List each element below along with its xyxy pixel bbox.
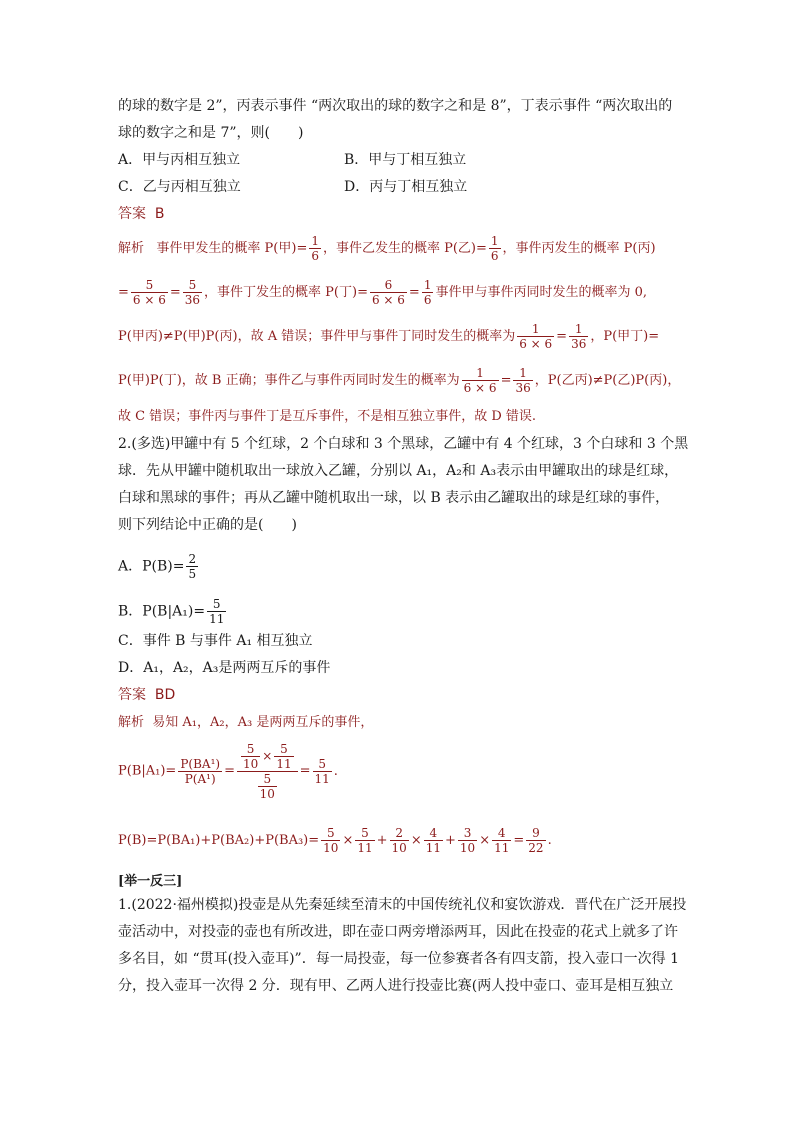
q2-option-c: C．事件 B 与事件 A₁ 相互独立: [118, 633, 313, 649]
fraction: $\frac{1}{6 \times 6}$: [463, 366, 497, 395]
q1-stem-line2: 球的数字之和是 7”，则( ): [118, 125, 304, 141]
q3-stem-line1: 1.(2022·福州模拟)投壶是从先秦延续至清末的中国传统礼仪和宴饮游戏．晋代在广泛开展投: [118, 897, 687, 913]
fraction: $\frac{\text{P(BA¹)}}{\text{P(A¹)}}$: [180, 757, 221, 786]
q1-answer: [118, 204, 165, 224]
answer-value: B: [154, 206, 165, 222]
q1-analysis-line1: [118, 234, 656, 263]
q1-option-c: C．乙与丙相互独立: [118, 179, 241, 195]
fraction: $\frac{6}{6 \times 6}$: [371, 278, 405, 307]
q1-analysis-line3: P(甲丙)≠P(甲)P(丙)，故 A 错误；事件甲与事件丁同时发生的概率为 $\frac{1}{6 \times 6}$ = $\frac{1}{36}$ ，P(甲丁)=: [118, 322, 660, 351]
analysis-label: 解析: [118, 715, 145, 730]
fraction: $\frac{1}{36}$: [571, 322, 587, 351]
fraction: $\frac{5}{36}$: [184, 278, 201, 307]
q1-analysis-line2: = $\frac{5}{6 \times 6}$ = $\frac{5}{36}$ ，事件丁发生的概率 P(丁)= $\frac{6}{6 \times 6}$ = $\frac{1}{6}$ 事件甲与事件丙同时发生的概率为 0,: [118, 278, 648, 307]
q1-option-d: D．丙与丁相互独立: [344, 179, 468, 195]
fraction: $\frac{5}{11}$: [314, 757, 330, 786]
answer-value: BD: [154, 687, 176, 703]
q2-analysis-line1: 解析 易知 A₁，A₂，A₃ 是两两互斥的事件，: [118, 715, 374, 730]
analysis-text: ，事件丙发生的概率 P(丙): [502, 241, 656, 256]
section-header: [举一反三]: [118, 874, 183, 889]
q2-option-a: A．P(B)= $\frac{2}{5}$: [118, 552, 197, 581]
compound-fraction: $\frac{5}{10}$ × $\frac{5}{11}$ $\frac{5}{10}$: [237, 742, 298, 801]
answer-label: 答案: [118, 206, 146, 222]
analysis-text: ，事件乙发生的概率 P(乙)=: [322, 241, 487, 256]
fraction: $\frac{5}{11}$: [209, 597, 225, 626]
q2-option-b: B．P(B|A₁)= $\frac{5}{11}$: [118, 597, 225, 626]
q2-stem-line2: 球．先从甲罐中随机取出一球放入乙罐，分别以 A₁，A₂和 A₃表示由甲罐取出的球是红球，: [118, 463, 679, 479]
q1-analysis-line4: P(甲)P(丁)，故 B 正确；事件乙与事件丙同时发生的概率为 $\frac{1}{6 \times 6}$ = $\frac{1}{36}$ ，P(乙丙)≠P(乙)P(丙)，: [118, 366, 681, 395]
fraction: $\frac{1}{6}$: [311, 234, 319, 263]
fraction: $\frac{5}{6 \times 6}$: [132, 278, 166, 307]
q2-stem-line4: 则下列结论中正确的是( ): [118, 517, 297, 533]
q2-analysis-line3: P(B)=P(BA₁)+P(BA₂)+P(BA₃)= $\frac{5}{10}$ × $\frac{5}{11}$ + $\frac{2}{10}$ × $\frac{4}{11}$ + $\frac{3}{10}$ × $\frac{4}{11}$ = $\frac{9}{22}$ .: [118, 826, 552, 855]
fraction: $\frac{1}{6}$: [423, 278, 432, 307]
q2-stem-line3: 白球和黑球的事件；再从乙罐中随机取出一球，以 B 表示由乙罐取出的球是红球的事件，: [118, 490, 670, 506]
q1-analysis-line5: 故 C 错误；事件丙与事件丁是互斥事件，不是相互独立事件，故 D 错误.: [118, 409, 537, 424]
fraction: $\frac{1}{6 \times 6}$: [519, 322, 553, 351]
q1-stem-line1: 的球的数字是 2”，丙表示事件 “两次取出的球的数字之和是 8”，丁表示事件 “两次取出的: [118, 98, 673, 114]
analysis-text: 事件甲发生的概率 P(甲)=: [156, 241, 308, 256]
fraction: $\frac{1}{36}$: [515, 366, 531, 395]
q2-answer: [118, 685, 175, 705]
q1-option-b: B．甲与丁相互独立: [344, 152, 467, 168]
q3-stem-line4: 分，投入壶耳一次得 2 分．现有甲、乙两人进行投壶比赛(两人投中壶口、壶耳是相互独立: [118, 978, 674, 994]
q2-stem-line1: 2.(多选)甲罐中有 5 个红球，2 个白球和 3 个黑球，乙罐中有 4 个红球，3 个白球和 3 个黑: [118, 436, 689, 452]
q1-option-a: A．甲与丙相互独立: [118, 152, 241, 168]
fraction: $\frac{2}{5}$: [188, 552, 197, 581]
answer-label: 答案: [118, 687, 146, 703]
fraction: $\frac{1}{6}$: [490, 234, 499, 263]
q3-stem-line3: 多名目，如 “贯耳(投入壶耳)”．每一局投壶，每一位参赛者各有四支箭，投入壶口一次得 1: [118, 951, 680, 967]
q2-option-d: D．A₁，A₂，A₃是两两互斥的事件: [118, 660, 331, 676]
q2-analysis-line2: P(B|A₁)= $\frac{\text{P(BA¹)}}{\text{P(A¹)}}$ = $\frac{5}{10}$ × $\frac{5}{11}$ $\frac{5}{10}$ = $\frac{5}{11}$ .: [118, 742, 338, 801]
q3-stem-line2: 壶活动中，对投壶的壶也有所改进，即在壶口两旁增添两耳，因此在投壶的花式上就多了许: [118, 924, 678, 940]
analysis-label: 解析: [118, 241, 145, 256]
